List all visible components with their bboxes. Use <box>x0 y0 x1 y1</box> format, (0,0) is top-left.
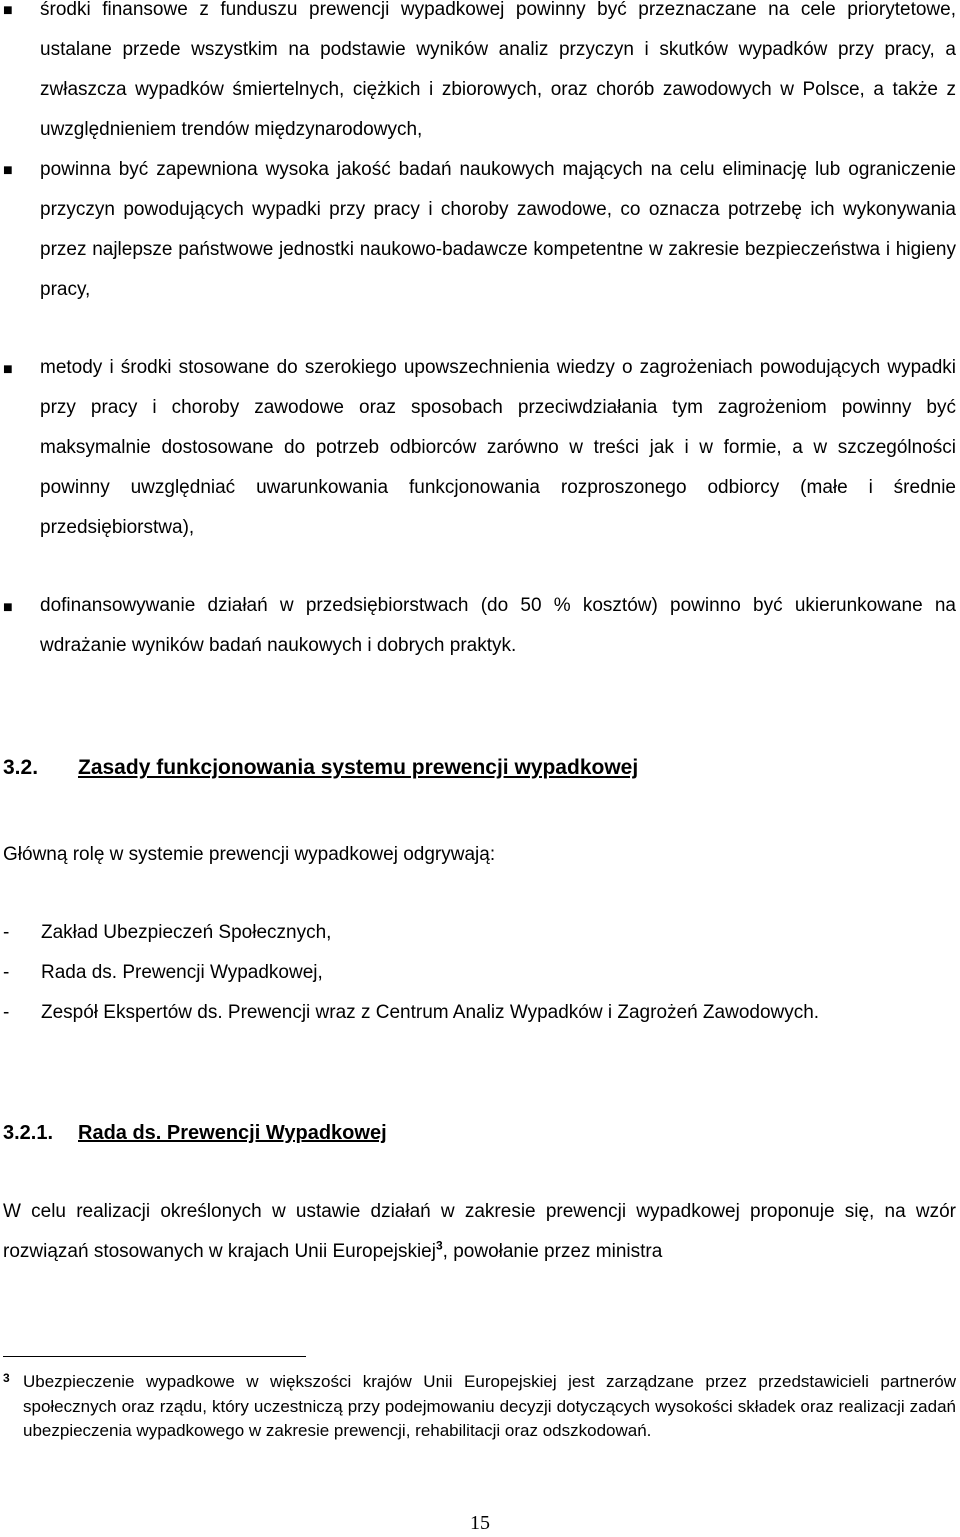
subsection-title: Rada ds. Prewencji Wypadkowej <box>78 1122 387 1144</box>
dash-marker: - <box>3 962 10 983</box>
dash-marker: - <box>3 922 10 943</box>
body-paragraph <box>3 1192 956 1272</box>
bullet-marker: ■ <box>3 2 13 19</box>
subsection-number: 3.2.1. <box>3 1122 54 1144</box>
footnote-mark: 3 <box>3 1371 10 1385</box>
paragraph-text-end: , powołanie przez ministra <box>442 1241 663 1262</box>
footnote <box>3 1370 956 1444</box>
bullet-marker: ■ <box>3 162 13 179</box>
footnote-reference: 3 <box>435 1238 443 1253</box>
bullet-item-1: środki finansowe z funduszu prewencji wypadkowej powinny być przeznaczane na cele priorytetowe, ustalane przede wszystkim na podstawie wyników analiz przyczyn i skutków wypadków przy pracy, a zwłaszcza wypadków śmiertelnych, ciężkich i zbiorowych, oraz chorób zawodowych w Polsce, a także z uwzględnieniem trendów międzynarodowych, <box>40 0 956 140</box>
footnote-text: Ubezpieczenie wypadkowe w większości krajów Unii Europejskiej jest zarządzane przez przedstawicieli partnerów społecznych oraz rządu, który uczestniczą przy podejmowaniu decyzji dotyczących wysokości składek oraz realizacji zadań ubezpieczenia wypadkowego w zakresie prewencji, rehabilitacji oraz odszkodowań. <box>23 1372 956 1440</box>
bullet-marker: ■ <box>3 599 13 616</box>
footnote-separator <box>3 1356 306 1357</box>
dash-item-text: Zespół Ekspertów ds. Prewencji wraz z Centrum Analiz Wypadków i Zagrożeń Zawodowych. <box>41 1002 820 1023</box>
dash-item-text: Zakład Ubezpieczeń Społecznych, <box>41 922 332 943</box>
section-heading <box>3 748 638 788</box>
bullet-marker: ■ <box>3 361 13 378</box>
dash-item-text: Rada ds. Prewencji Wypadkowej, <box>41 962 323 983</box>
section-title: Zasady funkcjonowania systemu prewencji wypadkowej <box>78 756 639 779</box>
dash-marker: - <box>3 1002 10 1023</box>
paragraph-text: W celu realizacji określonych w ustawie działań w zakresie prewencji wypadkowej proponuje się, na wzór rozwiązań stosowanych w krajach Unii Europejskiej <box>3 1201 956 1262</box>
bullet-item-4: dofinansowywanie działań w przedsiębiorstwach (do 50 % kosztów) powinno być ukierunkowane na wdrażanie wyników badań naukowych i dobrych praktyk. <box>40 595 956 656</box>
page-number: 15 <box>470 1512 490 1534</box>
subsection-heading <box>3 1113 387 1153</box>
section-number: 3.2. <box>3 756 39 779</box>
bullet-item-3: metody i środki stosowane do szerokiego upowszechnienia wiedzy o zagrożeniach powodujących wypadki przy pracy i choroby zawodowe oraz sposobach przeciwdziałania tym zagrożeniom powinny być maksymalnie dostosowane do potrzeb odbiorców zarówno w treści jak i w formie, a w szczególności powinny uwzględniać uwarunkowania funkcjonowania rozproszonego odbiorcy (małe i średnie przedsiębiorstwa), <box>40 357 956 538</box>
intro-text: Główną rolę w systemie prewencji wypadkowej odgrywają: <box>3 844 496 865</box>
bullet-item-2: powinna być zapewniona wysoka jakość badań naukowych mających na celu eliminację lub ograniczenie przyczyn powodujących wypadki przy pracy i choroby zawodowe, co oznacza potrzebę ich wykonywania przez najlepsze państwowe jednostki naukowo-badawcze kompetentne w zakresie bezpieczeństwa i higieny pracy, <box>40 159 956 300</box>
